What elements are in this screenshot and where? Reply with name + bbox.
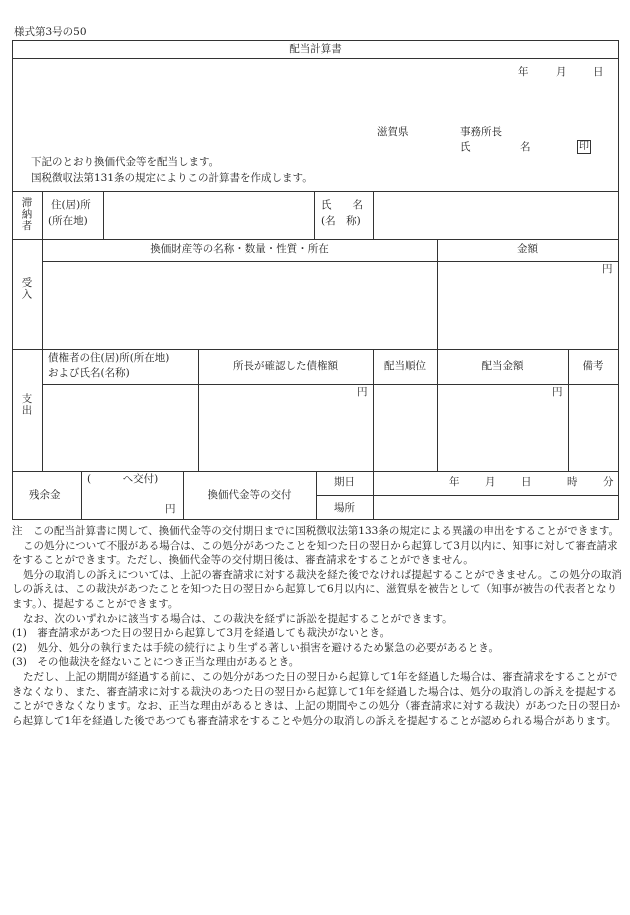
receipt-yen-unit: 円 bbox=[602, 263, 613, 275]
issuer-name-label-1: 氏 bbox=[460, 141, 471, 153]
delivery-minute: 分 bbox=[603, 476, 614, 488]
confirmed-claim-header: 所長が確認した債権額 bbox=[233, 360, 338, 372]
surplus-yen-unit: 円 bbox=[165, 503, 176, 515]
form-title: 配当計算書 bbox=[289, 43, 342, 55]
note-review-request: この処分について不服がある場合は、この処分があつたことを知つた日の翌日から起算して3月以内に、知事に対して審査請求をすることができます。ただし、換価代金等の交付期日後は、審査請求をすることができません。 bbox=[12, 539, 618, 567]
delivery-month: 月 bbox=[485, 476, 496, 488]
delivery-year: 年 bbox=[449, 476, 460, 488]
amount-header: 金額 bbox=[517, 243, 538, 255]
issuer-name-label-2: 名 bbox=[520, 141, 531, 153]
creditor-header-2: および氏名(名称) bbox=[48, 367, 130, 379]
statement-line-1: 下記のとおり換価代金等を配当します。 bbox=[31, 156, 220, 168]
seal-mark: 印 bbox=[579, 141, 589, 152]
surplus-delivery-to: ( へ交付) bbox=[87, 473, 159, 485]
property-header: 換価財産等の名称・数量・性質・所在 bbox=[150, 243, 329, 255]
delinquent-name-label-1: 氏 名 bbox=[321, 199, 363, 211]
note-exception-1: (1) 審査請求があつた日の翌日から起算して3月を経過しても裁決がないとき。 bbox=[12, 627, 391, 640]
note-exception-3: (3) その他裁決を経ないことにつき正当な理由があるとき。 bbox=[12, 656, 300, 669]
proceeds-delivery-label: 換価代金等の交付 bbox=[207, 489, 292, 501]
distribution-yen-unit: 円 bbox=[552, 386, 563, 398]
note-objection: 注 この配当計算書に関して、換価代金等の交付期日までに国税徴収法第133条の規定による異議の申出をすることができます。 bbox=[12, 525, 619, 537]
issuer-title: 事務所長 bbox=[460, 126, 502, 138]
creditor-header-1: 債権者の住(居)所(所在地) bbox=[48, 352, 170, 364]
note-time-limit: ただし、上記の期間が経過する前に、この処分があつた日の翌日から起算して1年を経過した場合は、審査請求をすることができなくなり、また、審査請求に対する裁決のあつた日の翌日から起算して1年を経過した場合は、処分の取消しの訴えを提起することができなくなります。なお、正当な理由があるときは、上記の期間やこの処分（審査請求に対する裁決）があつた日の翌日から起算して1年を経過した後であつても審査請求をすることや処分の取消しの訴えを提起することが認められる場合があります。 bbox=[12, 670, 621, 727]
form-number: 様式第3号の50 bbox=[14, 26, 87, 38]
confirmed-yen-unit: 円 bbox=[357, 386, 368, 398]
delivery-date-label: 期日 bbox=[334, 476, 355, 488]
date-year: 年 bbox=[518, 66, 529, 78]
date-month: 月 bbox=[556, 66, 567, 78]
payment-label: 支出 bbox=[20, 393, 33, 416]
delivery-place-label: 場所 bbox=[334, 502, 355, 514]
notes-section bbox=[12, 524, 622, 728]
note-exceptions-intro: なお、次のいずれかに該当する場合は、この裁決を経ずに訴訟を提起することができます。 bbox=[23, 612, 453, 625]
delinquent-address-label-1: 住(居)所 bbox=[51, 199, 91, 211]
distribution-statement-form bbox=[12, 40, 619, 520]
note-exception-2: (2) 処分、処分の執行または手続の続行により生ずる著しい損害を避けるため緊急の必要があるとき。 bbox=[12, 641, 499, 654]
remarks-header: 備考 bbox=[582, 360, 604, 372]
delivery-hour: 時 bbox=[567, 476, 578, 488]
issuer-prefecture: 滋賀県 bbox=[377, 126, 409, 138]
statement-line-2: 国税徴収法第131条の規定によりこの計算書を作成します。 bbox=[31, 172, 313, 184]
receipt-label: 受入 bbox=[20, 277, 33, 300]
distribution-amount-header: 配当金額 bbox=[481, 360, 524, 372]
delinquent-address-label-2: (所在地) bbox=[48, 215, 88, 227]
rank-header: 配当順位 bbox=[384, 360, 426, 372]
date-day: 日 bbox=[593, 66, 604, 78]
note-revocation-suit: 処分の取消しの訴えについては、上記の審査請求に対する裁決を経た後でなければ提起することができません。この処分の取消しの訴えは、この裁決があつたことを知つた日の翌日から起算して6月以内に、滋賀県を被告として（知事が被告の代表者となります。）、提起することができます。 bbox=[12, 568, 622, 610]
surplus-label: 残余金 bbox=[29, 489, 61, 501]
delinquent-label: 滞納者 bbox=[20, 197, 33, 232]
delivery-day: 日 bbox=[521, 476, 532, 488]
delinquent-name-label-2: (名 称) bbox=[321, 215, 361, 227]
